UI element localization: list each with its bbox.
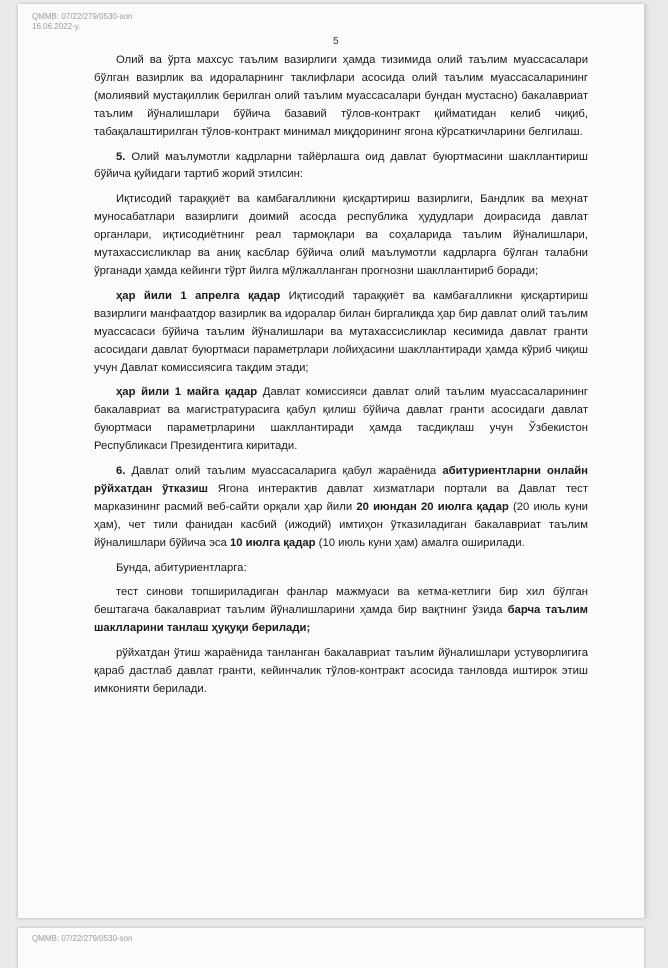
paragraph-6-text-c: (20 июль куни ҳам), чет тили фанидан касбий (ижодий) имтиҳон ўтказиладиган бакалавриат таълим йўналишлари бўйича эса bbox=[94, 500, 588, 549]
paragraph-6-text-a: Давлат олий таълим муассасаларига қабул жараёнида bbox=[125, 465, 443, 478]
paragraph-test-subjects bbox=[94, 584, 588, 638]
paragraph-5 bbox=[94, 149, 588, 185]
paragraph-april-deadline bbox=[94, 288, 588, 378]
next-page-watermark: QMMB: 07/22/279/0530-son bbox=[32, 934, 133, 943]
registration-watermark bbox=[32, 12, 133, 32]
online-registration-phrase: абитуриентларни онлайн рўйхатдан ўтказиш bbox=[94, 465, 588, 495]
document-body bbox=[94, 52, 588, 706]
registration-period: 20 июндан 20 июлга қадар bbox=[356, 500, 509, 513]
paragraph-6 bbox=[94, 463, 588, 553]
paragraph-priority: рўйхатдан ўтиш жараёнида танланган бакалавриат таълим йўналишлари устуворлигига қараб дастлаб давлат гранти, кейинчалик тўлов-контракт асосида танловда иштирок этиш имконияти берилади. bbox=[94, 647, 588, 695]
deadline-may: ҳар йили 1 майга қадар bbox=[116, 386, 258, 399]
paragraph-test-text: тест синови топшириладиган фанлар мажмуаси ва кетма-кетлиги бир хил бўлган бештагача бакалавриат таълим йўналишларини ҳамда бир вақтнинг ўзида bbox=[94, 586, 588, 617]
paragraph-1: Олий ва ўрта махсус таълим вазирлиги ҳамда тизимида олий таълим муассасалари бўлган вазирлик ва идораларнинг таклифлари асосида олий таълим муассасаларининг (молиявий мустақиллик берилган олий таълим муассасалари бундан мустасно) бакалавриат таълим йўналишлари бўйича базавий тўлов-контракт қийматидан келиб чиқиб, табақалаштирилган тўлов-контракт минимал миқдорининг ягона кўрсаткичларини белгилаш. bbox=[94, 54, 588, 138]
paragraph-6-text-b: Ягона интерактив давлат хизматлари портали ва Давлат тест марказининг расмий веб-сайти орқали ҳар йили bbox=[94, 482, 588, 513]
item-number-6: 6. bbox=[116, 465, 126, 478]
watermark-line-1: QMMB: 07/22/279/0530-son bbox=[32, 12, 133, 21]
paragraph-applicants-intro: Бунда, абитуриентларга: bbox=[116, 561, 247, 574]
paragraph-april-text: Иқтисодий тараққиёт ва камбағалликни қисқартириш вазирлиги манфаатдор вазирлик ва идоралар билан биргаликда ҳар бир давлат олий таълим муассасаси бўйича таълим йўналишлари ва мутахассисликлар кесимида давлат гранти асосидаги давлат буюртмаси параметрлари лойиҳасини шакллантиради ҳамда кўриб чиқиш учун Давлат комиссиясига тақдим этади; bbox=[94, 289, 588, 374]
study-forms-right: барча таълим шаклларини танлаш ҳуқуқи берилади; bbox=[94, 604, 588, 635]
page-number: 5 bbox=[333, 36, 339, 47]
watermark-line-2: 16.06.2022-y. bbox=[32, 22, 81, 31]
item-number-5: 5. bbox=[116, 150, 126, 163]
page-shadow bbox=[644, 4, 650, 918]
paragraph-5-text: Олий маълумотли кадрларни тайёрлашга оид давлат буюртмасини шакллантириш бўйича қуйидаги тартиб жорий этилсин: bbox=[94, 150, 588, 181]
paragraph-may-deadline bbox=[94, 384, 588, 456]
paragraph-ministry-analysis: Иқтисодий тараққиёт ва камбағалликни қисқартириш вазирлиги, Бандлик ва меҳнат муносабатлари вазирлиги доимий асосда республика ҳудудлари доирасида давлат органлари, иқтисодиётнинг реал тармоқлари ва соҳаларида таълим йўналишлари, мутахассисликлар ва аниқ касблар бўйича олий маълумотли кадрларга бўлган талабни ўрганади ҳамда кейинги тўрт йилга мўлжалланган прогнозни шакллантириб боради; bbox=[94, 193, 588, 277]
paragraph-6-text-d: (10 июль куни ҳам) амалга оширилади. bbox=[315, 536, 525, 549]
deadline-april: ҳар йили 1 апрелга қадар bbox=[116, 289, 281, 302]
next-page-preview bbox=[18, 928, 644, 968]
paragraph-may-text: Давлат комиссияси давлат олий таълим муассасаларининг бакалавриат ва магистратурасига қабул қилиш бўйича давлат гранти асосидаги давлат буюртмаси параметрларини шакллантиради ҳамда тасдиқлаш учун Ўзбекистон Республикаси Президентига киритади. bbox=[94, 386, 588, 453]
creative-exam-deadline: 10 июлга қадар bbox=[229, 536, 316, 549]
